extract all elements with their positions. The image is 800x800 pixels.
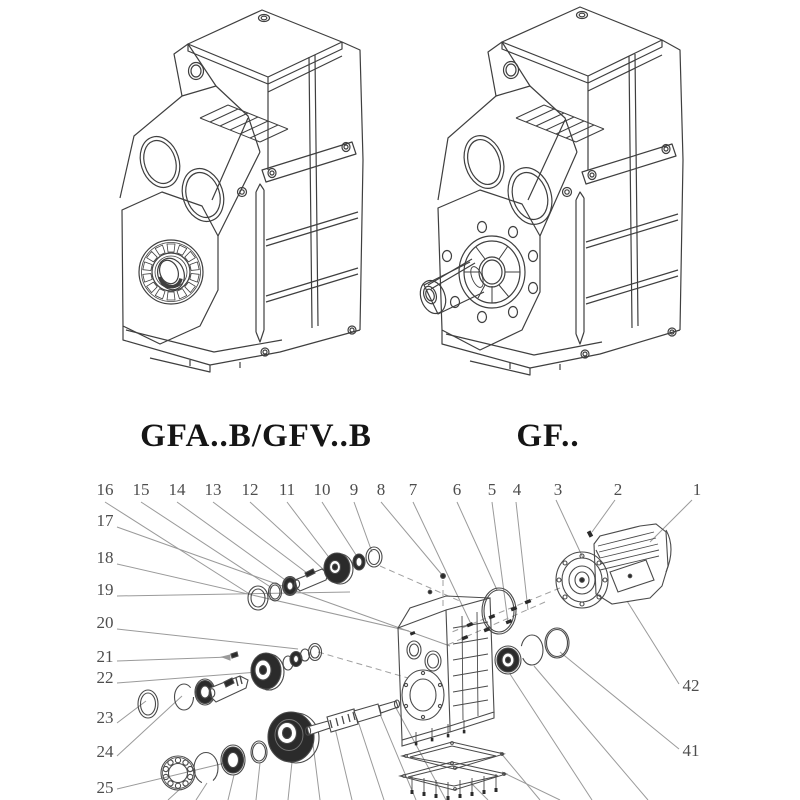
callout-15: 15 xyxy=(132,480,150,499)
side-panel xyxy=(256,42,363,342)
gasket-and-cover xyxy=(400,720,506,800)
callout-25: 25 xyxy=(96,778,114,797)
base-feet xyxy=(123,326,360,372)
o-ring xyxy=(482,588,516,634)
callout-19: 19 xyxy=(96,580,114,599)
pointed-rib xyxy=(576,192,584,344)
callout-13: 13 xyxy=(204,480,222,499)
callout-12: 12 xyxy=(241,480,259,499)
snap-ring xyxy=(521,635,543,665)
callout-10: 10 xyxy=(313,480,331,499)
callout-17: 17 xyxy=(96,511,114,530)
input-bores xyxy=(134,131,230,226)
gear-housing xyxy=(398,574,494,746)
bolt xyxy=(441,574,446,579)
oil-plug xyxy=(577,12,588,19)
base-feet xyxy=(442,328,680,375)
vertical-rib xyxy=(629,54,638,328)
exploded-parts-diagram xyxy=(0,480,800,800)
callout-20: 20 xyxy=(96,613,114,632)
gearbox-left-drawing xyxy=(120,10,363,372)
callout-41: 41 xyxy=(682,741,700,760)
arrowhead xyxy=(222,655,230,660)
shim-ring xyxy=(545,628,569,658)
front-plate xyxy=(120,86,260,236)
output-shaft xyxy=(416,259,486,317)
output-train xyxy=(161,700,400,790)
mounting-ear xyxy=(174,44,216,96)
input-gear-train xyxy=(248,547,382,610)
motor-fins xyxy=(598,532,659,570)
spacer-ring xyxy=(353,554,365,570)
output-shaft xyxy=(305,700,399,735)
pointed-rib xyxy=(256,184,264,342)
intermediate-shaft xyxy=(209,676,248,702)
output-gear xyxy=(268,712,319,763)
pinion-shaft xyxy=(294,569,328,591)
callout-9: 9 xyxy=(349,480,359,499)
callout-5: 5 xyxy=(487,480,497,499)
front-plate xyxy=(438,86,577,236)
oil-plug xyxy=(259,15,270,22)
callout-24: 24 xyxy=(96,742,114,761)
ball-bearing xyxy=(161,756,195,790)
top-lid xyxy=(188,10,342,84)
callout-2: 2 xyxy=(613,480,623,499)
input-gear xyxy=(324,553,353,584)
cooling-ribs xyxy=(200,105,288,142)
gearbox-right-drawing xyxy=(416,7,683,375)
callout-7: 7 xyxy=(408,480,418,499)
callout-23: 23 xyxy=(96,708,114,727)
model-label-right: GF.. xyxy=(516,418,580,454)
input-bores xyxy=(458,130,559,230)
snap-ring xyxy=(175,684,194,710)
top-lid xyxy=(502,7,662,83)
callout-11: 11 xyxy=(278,480,296,499)
callout-14: 14 xyxy=(168,480,186,499)
motor-flange xyxy=(556,552,608,608)
callout-22: 22 xyxy=(96,668,114,687)
callout-3: 3 xyxy=(553,480,563,499)
callout-4: 4 xyxy=(512,480,522,499)
callout-21: 21 xyxy=(96,647,114,666)
intermediate-gear xyxy=(251,653,284,690)
callout-16: 16 xyxy=(96,480,114,499)
washer xyxy=(251,741,267,763)
output-bearing-boss xyxy=(122,192,218,344)
small-bolt-hole xyxy=(563,188,572,197)
cooling-ribs xyxy=(516,105,604,142)
callout-18: 18 xyxy=(96,548,114,567)
side-panel xyxy=(576,40,683,344)
callout-8: 8 xyxy=(376,480,386,499)
housing-bore-flange xyxy=(402,670,444,720)
bearing-rollers xyxy=(143,244,199,300)
model-label-left: GFA..B/GFV..B xyxy=(140,418,372,454)
callout-1: 1 xyxy=(692,480,702,499)
callout-6: 6 xyxy=(452,480,462,499)
callout-42: 42 xyxy=(682,676,700,695)
bolt xyxy=(428,590,432,594)
set-screw xyxy=(231,652,238,658)
